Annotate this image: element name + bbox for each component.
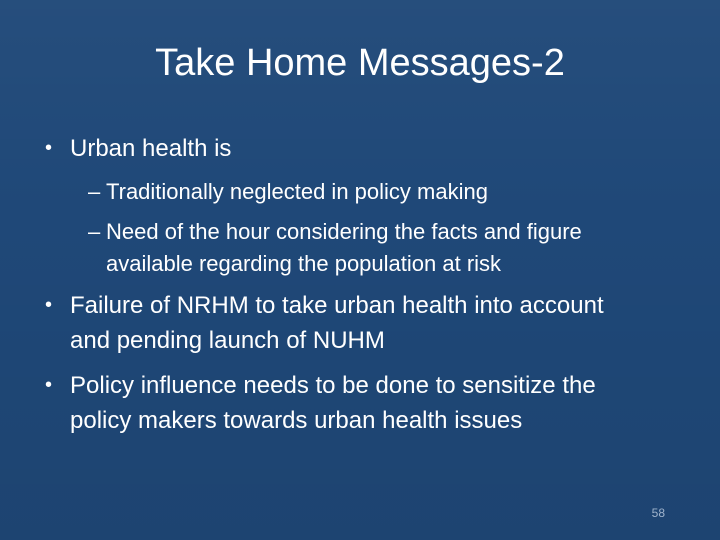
bullet-text: Urban health is bbox=[70, 135, 232, 162]
sub-bullet-text: Need of the hour considering the facts and figure available regarding the population at risk bbox=[106, 219, 582, 276]
slide-title: Take Home Messages-2 bbox=[155, 42, 565, 84]
dash-marker-icon: – bbox=[88, 179, 101, 204]
sub-bullet-item bbox=[88, 216, 690, 280]
bullet-list bbox=[45, 131, 690, 448]
bullet-text: Failure of NRHM to take urban health into account and pending launch of NUHM bbox=[70, 292, 604, 354]
bullet-marker-icon: • bbox=[45, 374, 53, 396]
bullet-marker-icon: • bbox=[45, 137, 53, 159]
bullet-item bbox=[45, 368, 690, 438]
sub-bullet-text: Traditionally neglected in policy making bbox=[106, 179, 488, 204]
bullet-marker-icon: • bbox=[45, 294, 53, 316]
bullet-text: Policy influence needs to be done to sensitize the policy makers towards urban health issues bbox=[70, 372, 596, 434]
bullet-item bbox=[45, 288, 690, 358]
sub-bullet-item bbox=[88, 176, 690, 208]
dash-marker-icon: – bbox=[88, 219, 101, 244]
bullet-item bbox=[45, 131, 690, 166]
page-number: 58 bbox=[651, 506, 665, 520]
